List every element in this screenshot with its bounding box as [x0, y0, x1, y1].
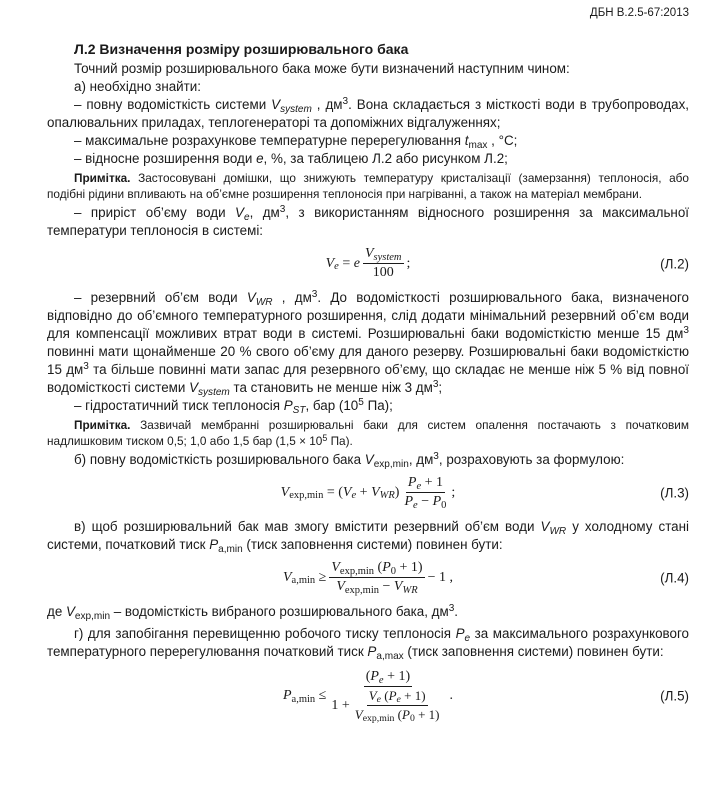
note-2: Примітка. Зазвичай мембранні розширювальні баки для систем опалення постачають з початковим надлишковим тиском 0,5; 1,0 або 1,5 бар ($1,5 \times 10^5$ Па). — [47, 418, 689, 448]
item-a5: – резервний об’єм води $V_{WR}$ , $дм^3$. До водомісткості розширювального бака, визначеного відповідно до об’ємного температурного розширення, слід додати мінімальний резервний об’єм води для компенсації можливих втрат води в системі. Розширювальні баки водомісткістю менше 15 $дм^3$ повинні мати щонайменше 20 % свого об’єму для даного резерву. Розширювальні баки водомісткістю 15 $дм^3$ та більше повинні мати запас для резервного об’єму, що складає не менше ніж 5 % від повної водомісткості системи $V_{system}$ та становить не менше ніж 3 $дм^3$; — [47, 289, 689, 398]
formula-l2: $V_e = e$ $\frac{V_{system}}{100}$ ; (Л.2) — [325, 246, 689, 280]
item-a3: – відносне розширення води e, %, за таблицею Л.2 або рисунком Л.2; — [74, 151, 508, 166]
definition-line: де $V_{exp,min}$ – водомісткість вибраного розширювального бака, $дм^3$. — [47, 603, 459, 622]
formula-number: (Л.4) — [660, 570, 689, 585]
item-c: в) щоб розширювальний бак мав змогу вмістити резервний об’єм води $V_{WR}$ у холодному стані системи, початковий тиск $P_{a,min}$ (тиск заповнення системи) повинен бути: — [47, 519, 689, 555]
item-a1: – повну водомісткість системи $V_{system}$ , $дм^3$. Вона складається з місткості води в трубопроводах, опалювальних приладах, теплогенераторі та допоміжних відгалуженнях; — [47, 96, 690, 130]
formula-number: (Л.3) — [660, 485, 689, 500]
section-title: Л.2 Визначення розміру розширювального бака — [74, 41, 409, 57]
item-a2: – максимальне розрахункове температурне перерегулювання $t_{max}$ , °C; — [74, 133, 518, 151]
item-a4: – приріст об’єму води $V_e$, $дм^3$, з використанням відносного розширення за максимальної температури теплоносія в системі: — [47, 204, 689, 238]
note-1: Примітка. Застосовувані домішки, що знижують температуру кристалізації (замерзання) теплоносія, або подібні рідини впливають на об’ємне розширення теплоносія при нагріванні, а також на матеріал мембрани. — [47, 171, 689, 201]
formula-l5: $P_{a,min}$ ≤ $(P_e + 1)$ 1 + $\frac{V_e (P_e + 1)}{V_{exp,min} (P_0 + 1)}$ . (Л.5) — [282, 669, 689, 725]
document-body — [47, 40, 689, 723]
formula-number: (Л.2) — [660, 256, 689, 271]
item-a: а) необхідно знайти: — [74, 79, 201, 94]
formula-l4: $V_{a,min}$ ≥ $\frac{V_{exp,min} (P_0 + 1)}{V_{exp,min} - V_{WR}}$ − 1 , (Л.4) — [282, 560, 689, 596]
item-b: б) повну водомісткість розширювального бака $V_{exp,min}$, $дм^3$, розраховують за формулою: — [74, 451, 625, 470]
formula-number: (Л.5) — [660, 688, 689, 704]
item-a6: – гідростатичний тиск теплоносія $P_{ST}$, бар ($10^5$ Па); — [74, 397, 393, 416]
document-code: ДБН В.2.5-67:2013 — [589, 7, 689, 19]
item-d: г) для запобігання перевищенню робочого тиску теплоносія $P_e$ за максимального розрахункового температурного перерегулювання початковий тиск $P_{a,max}$ (тиск заповнення системи) повинен бути: — [47, 626, 689, 662]
intro-paragraph: Точний розмір розширювального бака може бути визначений наступним чином: — [74, 61, 570, 76]
formula-l3: $V_{exp,min} = (V_e + V_{WR})$ $\frac{P_e + 1}{P_e - P_0}$ ; (Л.3) — [280, 475, 689, 511]
